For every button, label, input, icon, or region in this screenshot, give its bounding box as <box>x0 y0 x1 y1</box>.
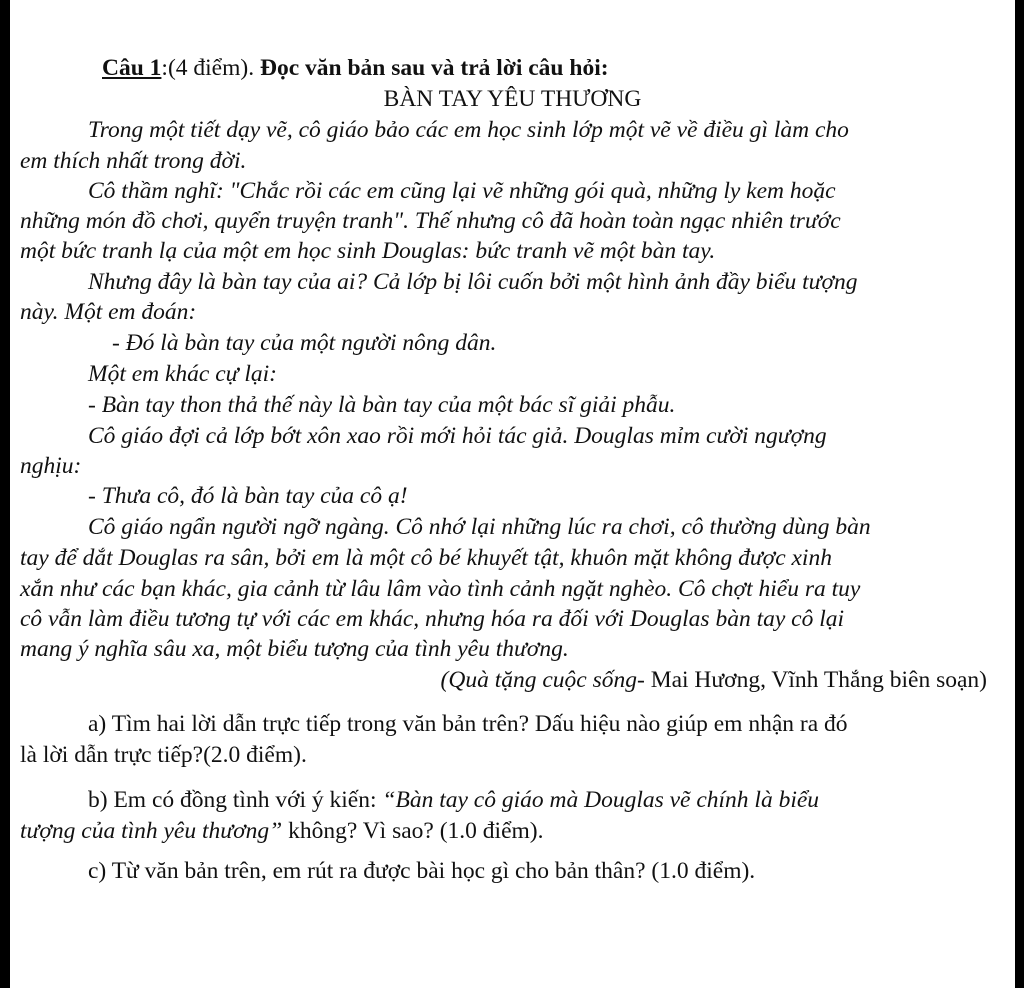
question-b-quote: tượng của tình yêu thương” <box>20 818 283 844</box>
passage-line: cô vẫn làm điều tương tự với các em khác, nhưng hóa ra đối với Douglas bàn tay cô lại <box>20 606 845 632</box>
source-authors: - Mai Hương, Vĩnh Thắng biên soạn) <box>637 667 987 693</box>
source-title: (Quà tặng cuộc sống <box>440 667 637 693</box>
passage-line: em thích nhất trong đời. <box>20 148 247 174</box>
passage-line: này. Một em đoán: <box>20 299 197 325</box>
document-page <box>10 0 1015 988</box>
question-points: :(4 điểm). <box>161 55 260 81</box>
passage-line: Một em khác cự lại: <box>88 361 277 387</box>
passage-line: Cô thầm nghĩ: "Chắc rồi các em cũng lại vẽ những gói quà, những ly kem hoặc <box>88 178 836 204</box>
question-number: Câu 1 <box>102 55 162 81</box>
question-instruction: Đọc văn bản sau và trả lời câu hỏi: <box>259 55 609 81</box>
passage-title: BÀN TAY YÊU THƯƠNG <box>383 86 642 112</box>
passage-line: nghịu: <box>20 453 82 479</box>
question-b-text: không? Vì sao? (1.0 điểm). <box>282 818 544 844</box>
question-c-line: c) Từ văn bản trên, em rút ra được bài học gì cho bản thân? (1.0 điểm). <box>88 858 756 884</box>
passage-line: Nhưng đây là bàn tay của ai? Cả lớp bị lôi cuốn bởi một hình ảnh đầy biểu tượng <box>88 269 858 295</box>
question-b-line <box>20 785 987 816</box>
passage-line: - Đó là bàn tay của một người nông dân. <box>112 330 497 356</box>
passage-source <box>20 665 987 696</box>
question-a-line: là lời dẫn trực tiếp?(2.0 điểm). <box>20 742 307 768</box>
passage-line: Cô giáo ngẩn người ngỡ ngàng. Cô nhớ lại những lúc ra chơi, cô thường dùng bàn <box>88 514 871 540</box>
passage-line: những món đồ chơi, quyển truyện tranh". Thế nhưng cô đã hoàn toàn ngạc nhiên trước <box>20 208 841 234</box>
question-b-text: b) Em có đồng tình với ý kiến: <box>88 787 383 813</box>
passage-line: - Bàn tay thon thả thế này là bàn tay của một bác sĩ giải phẫu. <box>88 392 676 418</box>
question-header <box>20 53 987 84</box>
passage-line: một bức tranh lạ của một em học sinh Douglas: bức tranh vẽ một bàn tay. <box>20 238 716 264</box>
passage-line: tay để dắt Douglas ra sân, bởi em là một cô bé khuyết tật, khuôn mặt không được xinh <box>20 545 832 571</box>
passage-line: Trong một tiết dạy vẽ, cô giáo bảo các em học sinh lớp một vẽ về điều gì làm cho <box>88 117 849 143</box>
passage-line: Cô giáo đợi cả lớp bớt xôn xao rồi mới hỏi tác giả. Douglas mỉm cười ngượng <box>88 423 827 449</box>
question-a-line: a) Tìm hai lời dẫn trực tiếp trong văn bản trên? Dấu hiệu nào giúp em nhận ra đó <box>88 711 848 737</box>
question-b-line <box>20 816 987 847</box>
passage-line: mang ý nghĩa sâu xa, một biểu tượng của tình yêu thương. <box>20 636 569 662</box>
passage-line: xắn như các bạn khác, gia cảnh từ lâu lâm vào tình cảnh ngặt nghèo. Cô chợt hiểu ra tuy <box>20 576 861 602</box>
question-b-quote: “Bàn tay cô giáo mà Douglas vẽ chính là biểu <box>382 787 820 813</box>
passage-line: - Thưa cô, đó là bàn tay của cô ạ! <box>88 483 408 509</box>
